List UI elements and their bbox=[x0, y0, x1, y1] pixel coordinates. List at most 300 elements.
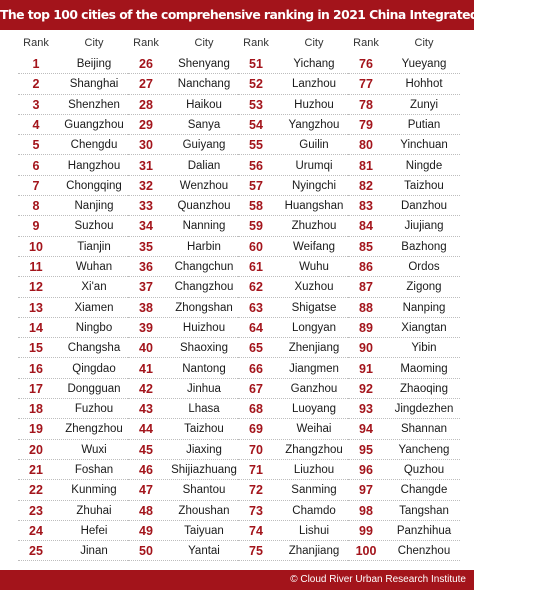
city-name: Changsha bbox=[67, 342, 121, 355]
rank-value: 70 bbox=[249, 442, 263, 457]
table-row bbox=[128, 359, 240, 379]
column-header-row bbox=[348, 32, 460, 54]
city-name: Zhanjiang bbox=[288, 545, 340, 558]
row-divider bbox=[348, 560, 460, 561]
rank-value: 39 bbox=[139, 320, 153, 335]
table-row bbox=[18, 359, 130, 379]
rank-value: 90 bbox=[359, 341, 373, 356]
city-name: Foshan bbox=[74, 464, 114, 476]
city-name: Wuhu bbox=[299, 261, 329, 273]
table-row bbox=[238, 338, 350, 358]
city-name: Shanghai bbox=[69, 78, 119, 91]
city-name: Wuhan bbox=[75, 261, 113, 273]
city-name: Changde bbox=[400, 484, 448, 497]
city-name: Bazhong bbox=[401, 240, 447, 253]
table-row bbox=[238, 156, 350, 176]
rank-value: 99 bbox=[359, 523, 373, 538]
rank-column-group bbox=[238, 32, 350, 562]
table-row bbox=[348, 277, 460, 297]
table-row bbox=[348, 54, 460, 74]
table-row bbox=[348, 135, 460, 155]
table-row bbox=[18, 480, 130, 500]
city-name: Beijing bbox=[76, 58, 112, 70]
rank-value: 84 bbox=[359, 219, 373, 234]
table-row bbox=[128, 216, 240, 236]
city-name: Zhuhai bbox=[76, 504, 112, 517]
page-title: The top 100 cities of the comprehensive ranking in 2021 China Integrated City Index bbox=[0, 0, 474, 30]
table-row bbox=[128, 541, 240, 561]
city-name: Jiujiang bbox=[404, 220, 444, 233]
city-name: Dalian bbox=[187, 159, 221, 172]
table-row bbox=[18, 318, 130, 338]
rank-value: 20 bbox=[29, 442, 43, 457]
rank-value: 32 bbox=[139, 178, 153, 193]
rank-header: Rank bbox=[243, 37, 269, 49]
city-name: Wenzhou bbox=[179, 179, 229, 192]
rank-value: 17 bbox=[29, 381, 43, 396]
table-row bbox=[18, 196, 130, 216]
table-row bbox=[348, 318, 460, 338]
table-row bbox=[128, 156, 240, 176]
rank-value: 98 bbox=[359, 503, 373, 518]
city-name: Danzhou bbox=[400, 200, 448, 213]
city-name: Wuxi bbox=[81, 443, 107, 456]
table-row bbox=[348, 176, 460, 196]
table-row bbox=[128, 237, 240, 257]
rank-value: 21 bbox=[29, 463, 43, 477]
table-row bbox=[18, 521, 130, 541]
table-row bbox=[348, 237, 460, 257]
rank-value: 73 bbox=[249, 503, 263, 518]
city-name: Dongguan bbox=[67, 382, 121, 395]
city-name: Jinhua bbox=[187, 382, 221, 395]
table-row bbox=[238, 54, 350, 74]
rank-value: 80 bbox=[359, 138, 373, 153]
city-header: City bbox=[84, 37, 104, 49]
table-row bbox=[238, 298, 350, 318]
table-row bbox=[238, 135, 350, 155]
city-name: Luoyang bbox=[291, 403, 337, 416]
city-name: Yancheng bbox=[398, 443, 450, 456]
rank-value: 37 bbox=[139, 280, 153, 295]
rank-value: 7 bbox=[32, 178, 40, 193]
city-name: Panzhihua bbox=[396, 524, 452, 537]
city-name: Guiyang bbox=[182, 139, 226, 152]
city-name: Nanping bbox=[402, 301, 446, 314]
table-row bbox=[18, 399, 130, 419]
rank-value: 8 bbox=[32, 199, 40, 214]
table-row bbox=[128, 460, 240, 480]
rank-value: 51 bbox=[249, 57, 263, 71]
city-name: Chenzhou bbox=[397, 545, 451, 558]
table-row bbox=[238, 359, 350, 379]
city-name: Xiamen bbox=[74, 301, 114, 314]
row-divider bbox=[18, 560, 130, 561]
rank-value: 26 bbox=[139, 57, 153, 71]
table-row bbox=[238, 196, 350, 216]
rank-value: 6 bbox=[32, 158, 40, 173]
rank-value: 85 bbox=[359, 239, 373, 254]
table-row bbox=[128, 338, 240, 358]
rank-value: 19 bbox=[29, 422, 43, 437]
city-name: Nanchang bbox=[177, 78, 231, 91]
table-row bbox=[348, 74, 460, 94]
city-name: Shenyang bbox=[178, 58, 230, 70]
city-name: Hefei bbox=[80, 524, 108, 537]
city-name: Qingdao bbox=[72, 362, 116, 375]
rank-value: 30 bbox=[139, 138, 153, 153]
city-name: Yangzhou bbox=[288, 118, 340, 131]
table-row bbox=[128, 521, 240, 541]
city-name: Harbin bbox=[187, 240, 221, 253]
table-row bbox=[238, 541, 350, 561]
rank-value: 86 bbox=[359, 260, 373, 274]
table-row bbox=[238, 216, 350, 236]
rank-value: 52 bbox=[249, 77, 263, 92]
rank-value: 61 bbox=[249, 260, 263, 274]
rank-value: 89 bbox=[359, 320, 373, 335]
city-name: Tangshan bbox=[399, 504, 449, 517]
table-row bbox=[238, 399, 350, 419]
city-name: Zhangzhou bbox=[285, 443, 343, 456]
table-row bbox=[18, 54, 130, 74]
rank-value: 42 bbox=[139, 381, 153, 396]
table-row bbox=[128, 135, 240, 155]
rank-value: 69 bbox=[249, 422, 263, 437]
rank-value: 81 bbox=[359, 158, 373, 173]
table-row bbox=[348, 196, 460, 216]
rank-value: 56 bbox=[249, 158, 263, 173]
rank-header: Rank bbox=[133, 37, 159, 49]
city-header: City bbox=[304, 37, 324, 49]
rank-value: 3 bbox=[32, 97, 40, 112]
city-name: Quzhou bbox=[403, 464, 445, 476]
rank-value: 97 bbox=[359, 483, 373, 498]
table-row bbox=[128, 318, 240, 338]
rank-value: 43 bbox=[139, 402, 153, 417]
city-name: Ordos bbox=[408, 261, 440, 273]
footer-credit: © Cloud River Urban Research Institute bbox=[0, 570, 474, 590]
table-row bbox=[238, 419, 350, 439]
rank-value: 82 bbox=[359, 178, 373, 193]
rank-value: 54 bbox=[249, 117, 263, 132]
city-name: Taizhou bbox=[184, 423, 224, 436]
rank-value: 40 bbox=[139, 341, 153, 356]
city-name: Lishui bbox=[298, 524, 330, 537]
table-row bbox=[18, 501, 130, 521]
city-name: Maoming bbox=[400, 362, 448, 375]
rank-value: 63 bbox=[249, 300, 263, 315]
city-name: Sanya bbox=[187, 118, 221, 131]
city-name: Zigong bbox=[406, 281, 442, 294]
rank-value: 34 bbox=[139, 219, 153, 234]
rank-value: 11 bbox=[29, 260, 43, 274]
table-row bbox=[238, 501, 350, 521]
rank-value: 36 bbox=[139, 260, 153, 274]
city-name: Sanming bbox=[291, 484, 337, 497]
city-name: Zhaoqing bbox=[400, 382, 448, 395]
city-name: Huzhou bbox=[294, 98, 334, 111]
city-name: Zunyi bbox=[409, 98, 439, 111]
rank-column-group bbox=[348, 32, 460, 562]
table-row bbox=[18, 541, 130, 561]
ranking-table bbox=[0, 32, 474, 562]
city-name: Suzhou bbox=[74, 220, 114, 233]
city-name: Shannan bbox=[400, 423, 448, 436]
city-name: Weifang bbox=[293, 240, 335, 253]
rank-value: 12 bbox=[29, 280, 43, 295]
rank-value: 68 bbox=[249, 402, 263, 417]
rank-value: 18 bbox=[29, 402, 43, 417]
rank-value: 100 bbox=[355, 544, 377, 559]
table-row bbox=[128, 480, 240, 500]
row-divider bbox=[238, 560, 350, 561]
rank-value: 25 bbox=[29, 544, 43, 559]
table-row bbox=[128, 74, 240, 94]
table-row bbox=[18, 176, 130, 196]
table-row bbox=[18, 74, 130, 94]
table-row bbox=[348, 298, 460, 318]
city-name: Huangshan bbox=[284, 200, 344, 213]
row-divider bbox=[128, 560, 240, 561]
city-name: Nantong bbox=[182, 362, 226, 375]
table-row bbox=[128, 176, 240, 196]
rank-value: 87 bbox=[359, 280, 373, 295]
table-row bbox=[18, 440, 130, 460]
city-name: Xuzhou bbox=[294, 281, 334, 294]
city-header: City bbox=[194, 37, 214, 49]
table-row bbox=[238, 379, 350, 399]
rank-value: 76 bbox=[359, 57, 373, 71]
table-row bbox=[128, 501, 240, 521]
city-name: Liuzhou bbox=[293, 464, 335, 476]
table-row bbox=[348, 359, 460, 379]
rank-value: 55 bbox=[249, 138, 263, 153]
rank-value: 67 bbox=[249, 381, 263, 396]
rank-value: 2 bbox=[32, 77, 40, 92]
city-name: Yueyang bbox=[401, 58, 447, 70]
city-name: Jingdezhen bbox=[394, 403, 454, 416]
table-row bbox=[18, 156, 130, 176]
rank-value: 4 bbox=[32, 117, 40, 132]
table-row bbox=[128, 298, 240, 318]
city-name: Taiyuan bbox=[184, 524, 224, 537]
city-name: Changchun bbox=[174, 261, 234, 273]
city-name: Urumqi bbox=[295, 159, 333, 172]
rank-value: 60 bbox=[249, 239, 263, 254]
table-row bbox=[348, 501, 460, 521]
rank-value: 72 bbox=[249, 483, 263, 498]
rank-value: 62 bbox=[249, 280, 263, 295]
rank-value: 24 bbox=[29, 523, 43, 538]
rank-header: Rank bbox=[23, 37, 49, 49]
table-row bbox=[18, 419, 130, 439]
table-row bbox=[238, 440, 350, 460]
city-name: Nanjing bbox=[74, 200, 114, 213]
rank-value: 78 bbox=[359, 97, 373, 112]
city-name: Hangzhou bbox=[67, 159, 121, 172]
rank-header: Rank bbox=[353, 37, 379, 49]
table-row bbox=[18, 338, 130, 358]
rank-value: 77 bbox=[359, 77, 373, 92]
table-row bbox=[348, 480, 460, 500]
rank-value: 91 bbox=[359, 361, 373, 376]
table-row bbox=[238, 237, 350, 257]
rank-column-group bbox=[18, 32, 130, 562]
rank-value: 74 bbox=[249, 523, 263, 538]
rank-value: 9 bbox=[32, 219, 40, 234]
city-name: Huizhou bbox=[182, 321, 226, 334]
city-name: Tianjin bbox=[77, 240, 111, 253]
city-name: Shigatse bbox=[291, 301, 337, 314]
rank-value: 58 bbox=[249, 199, 263, 214]
city-name: Chamdo bbox=[292, 504, 336, 517]
rank-value: 75 bbox=[249, 544, 263, 559]
rank-value: 96 bbox=[359, 463, 373, 477]
table-row bbox=[18, 237, 130, 257]
table-row bbox=[128, 257, 240, 277]
column-header-row bbox=[128, 32, 240, 54]
city-name: Weihai bbox=[296, 423, 332, 436]
city-name: Xiangtan bbox=[401, 321, 447, 334]
city-name: Yibin bbox=[411, 342, 437, 355]
city-name: Jiaxing bbox=[186, 443, 222, 456]
city-name: Hohhot bbox=[405, 78, 443, 91]
rank-value: 92 bbox=[359, 381, 373, 396]
city-name: Jinan bbox=[80, 545, 108, 558]
table-row bbox=[128, 95, 240, 115]
table-row bbox=[348, 399, 460, 419]
table-row bbox=[238, 318, 350, 338]
city-name: Chongqing bbox=[66, 179, 122, 192]
rank-column-group bbox=[128, 32, 240, 562]
table-row bbox=[348, 541, 460, 561]
table-row bbox=[18, 379, 130, 399]
rank-value: 28 bbox=[139, 97, 153, 112]
rank-value: 53 bbox=[249, 97, 263, 112]
city-name: Yantai bbox=[188, 545, 220, 558]
city-name: Shenzhen bbox=[68, 98, 120, 111]
city-name: Haikou bbox=[186, 98, 222, 111]
table-row bbox=[18, 95, 130, 115]
rank-value: 29 bbox=[139, 117, 153, 132]
city-name: Shaoxing bbox=[180, 342, 228, 355]
rank-value: 65 bbox=[249, 341, 263, 356]
table-row bbox=[18, 257, 130, 277]
rank-value: 47 bbox=[139, 483, 153, 498]
table-row bbox=[128, 277, 240, 297]
rank-value: 64 bbox=[249, 320, 263, 335]
rank-value: 15 bbox=[29, 341, 43, 356]
table-row bbox=[348, 115, 460, 135]
rank-value: 5 bbox=[32, 138, 40, 153]
city-name: Zhenjiang bbox=[288, 342, 340, 355]
city-name: Zhuzhou bbox=[291, 220, 337, 233]
rank-value: 83 bbox=[359, 199, 373, 214]
rank-value: 79 bbox=[359, 117, 373, 132]
city-name: Guilin bbox=[299, 139, 329, 152]
table-row bbox=[348, 419, 460, 439]
rank-value: 22 bbox=[29, 483, 43, 498]
rank-value: 33 bbox=[139, 199, 153, 214]
city-name: Nyingchi bbox=[291, 179, 337, 192]
table-row bbox=[348, 338, 460, 358]
rank-value: 10 bbox=[29, 239, 43, 254]
city-name: Shantou bbox=[182, 484, 226, 497]
table-row bbox=[238, 176, 350, 196]
table-row bbox=[128, 115, 240, 135]
rank-value: 71 bbox=[249, 463, 263, 477]
city-name: Taizhou bbox=[404, 179, 444, 192]
table-row bbox=[128, 440, 240, 460]
table-row bbox=[238, 521, 350, 541]
city-name: Yichang bbox=[293, 58, 335, 70]
city-name: Xi'an bbox=[81, 281, 107, 294]
city-name: Jiangmen bbox=[289, 362, 339, 375]
city-name: Longyan bbox=[291, 321, 337, 334]
table-row bbox=[238, 257, 350, 277]
rank-value: 41 bbox=[139, 361, 153, 376]
city-name: Fuzhou bbox=[74, 403, 114, 416]
city-name: Kunming bbox=[71, 484, 117, 497]
table-row bbox=[128, 196, 240, 216]
table-row bbox=[18, 135, 130, 155]
table-row bbox=[18, 216, 130, 236]
rank-value: 45 bbox=[139, 442, 153, 457]
rank-value: 14 bbox=[29, 320, 43, 335]
rank-value: 27 bbox=[139, 77, 153, 92]
city-header: City bbox=[414, 37, 434, 49]
table-row bbox=[238, 480, 350, 500]
table-row bbox=[348, 521, 460, 541]
rank-value: 35 bbox=[139, 239, 153, 254]
rank-value: 16 bbox=[29, 361, 43, 376]
city-name: Ningde bbox=[405, 159, 443, 172]
table-row bbox=[18, 115, 130, 135]
city-name: Zhengzhou bbox=[65, 423, 123, 436]
rank-value: 94 bbox=[359, 422, 373, 437]
city-name: Shijiazhuang bbox=[171, 464, 237, 476]
city-name: Putian bbox=[407, 118, 441, 131]
table-row bbox=[348, 95, 460, 115]
table-row bbox=[348, 216, 460, 236]
table-row bbox=[348, 440, 460, 460]
rank-value: 46 bbox=[139, 463, 153, 477]
table-row bbox=[348, 460, 460, 480]
rank-value: 38 bbox=[139, 300, 153, 315]
table-row bbox=[348, 257, 460, 277]
table-row bbox=[238, 277, 350, 297]
table-row bbox=[238, 74, 350, 94]
city-name: Zhongshan bbox=[175, 301, 233, 314]
city-name: Chengdu bbox=[70, 139, 118, 152]
table-row bbox=[18, 460, 130, 480]
rank-value: 23 bbox=[29, 503, 43, 518]
rank-value: 1 bbox=[32, 57, 40, 71]
table-row bbox=[128, 419, 240, 439]
table-row bbox=[128, 379, 240, 399]
city-name: Ganzhou bbox=[290, 382, 338, 395]
rank-value: 66 bbox=[249, 361, 263, 376]
column-header-row bbox=[238, 32, 350, 54]
rank-value: 49 bbox=[139, 523, 153, 538]
rank-value: 59 bbox=[249, 219, 263, 234]
table-row bbox=[238, 115, 350, 135]
table-row bbox=[348, 156, 460, 176]
city-name: Nanning bbox=[182, 220, 226, 233]
city-name: Yinchuan bbox=[400, 139, 448, 152]
city-name: Lhasa bbox=[188, 403, 220, 416]
